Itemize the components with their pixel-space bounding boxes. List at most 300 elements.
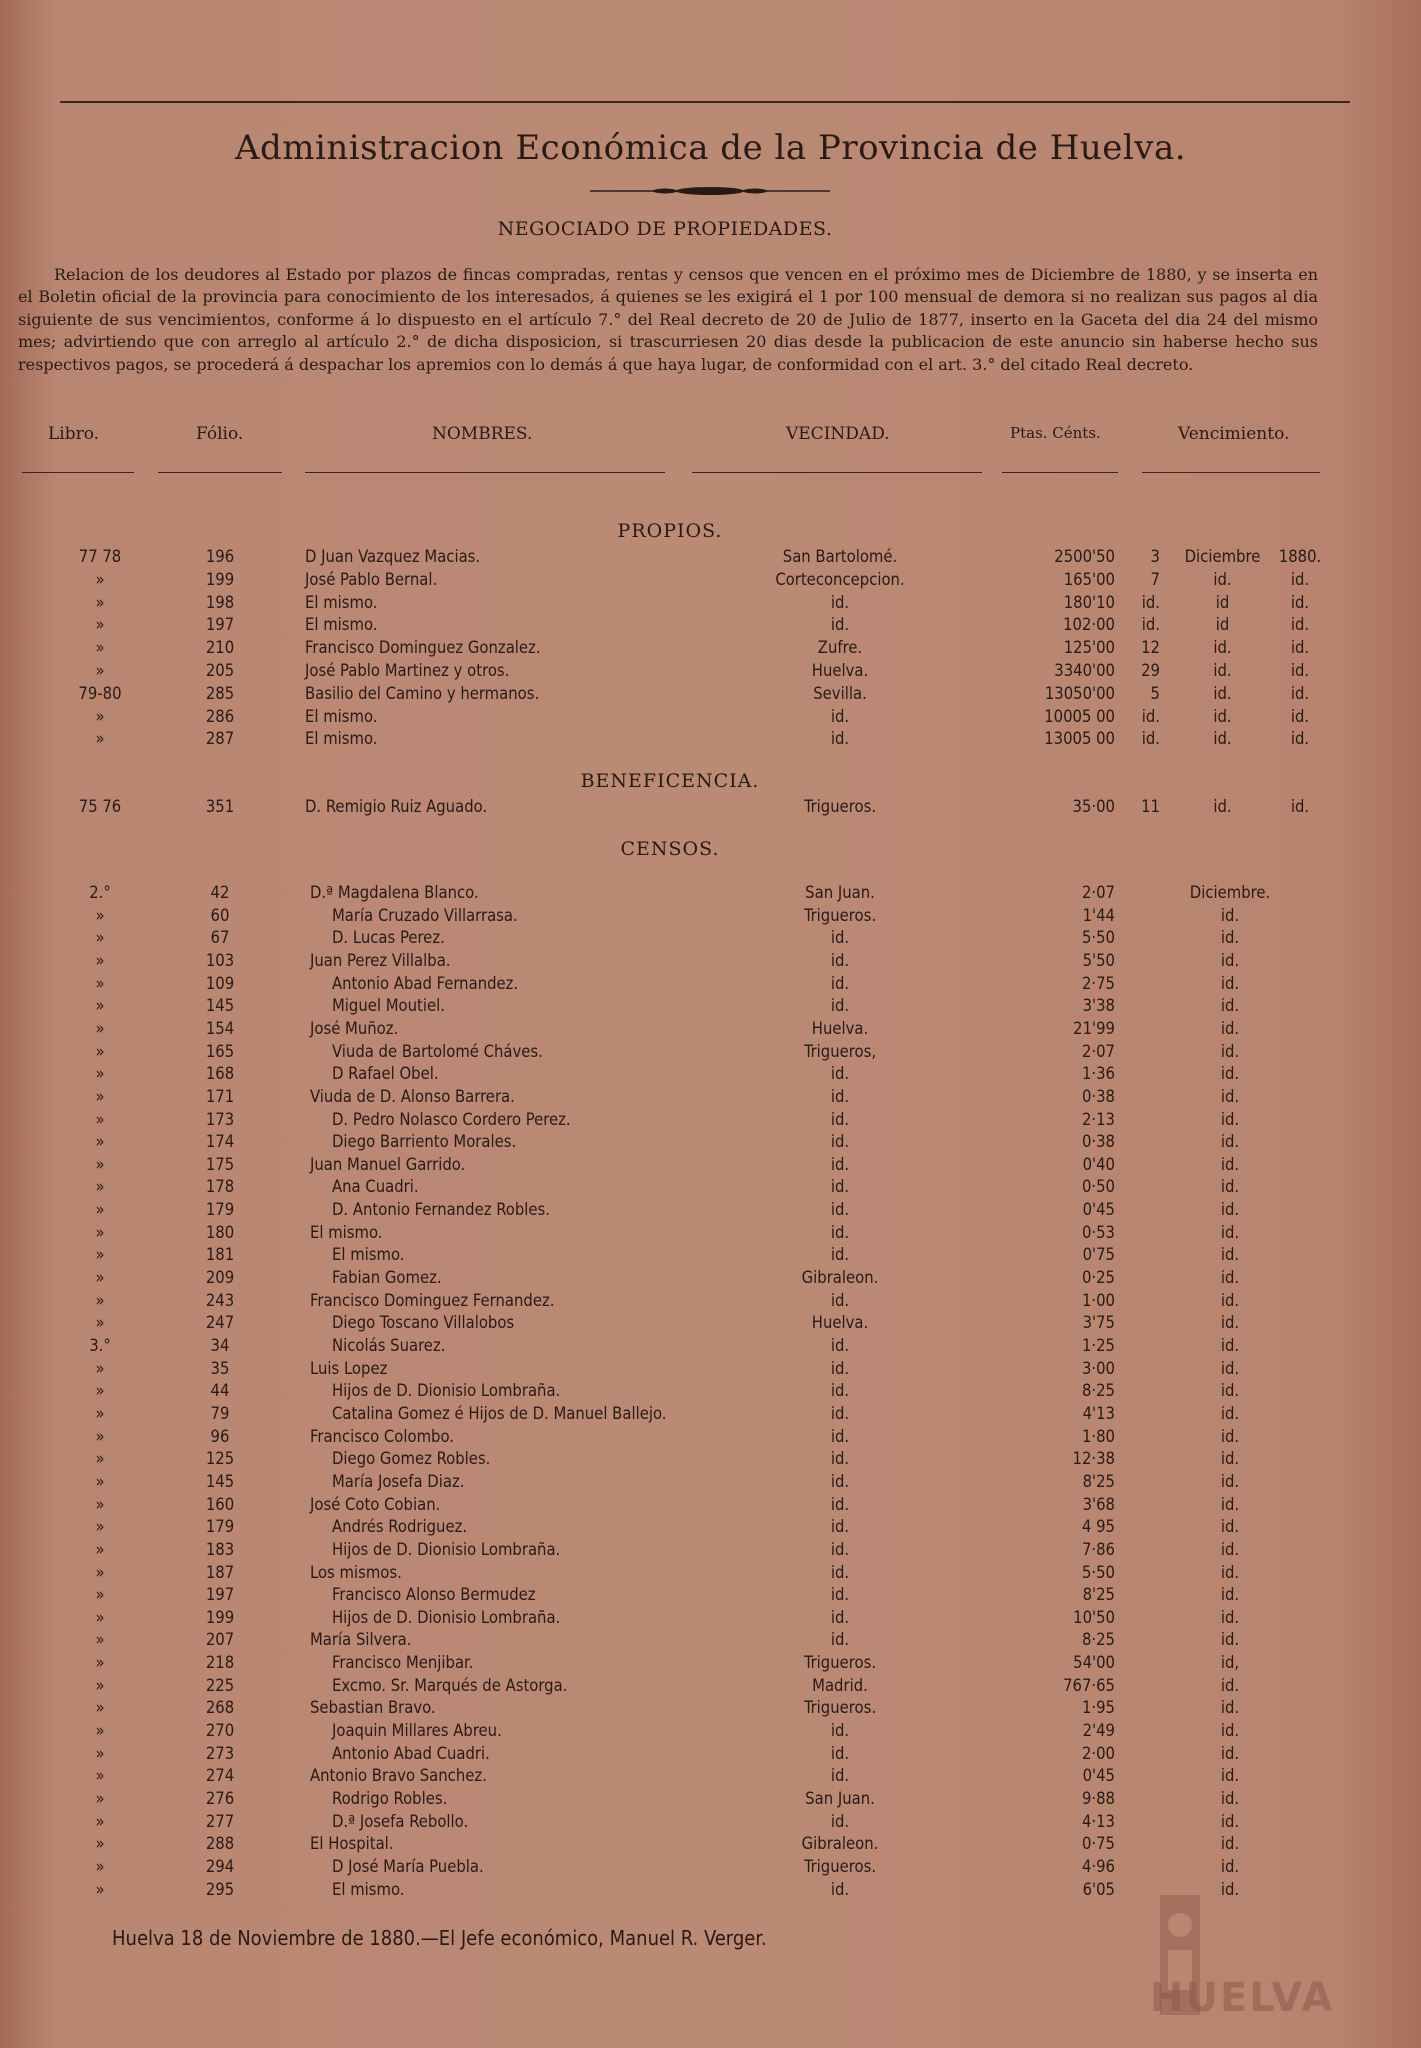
- cell-vencimiento: id.: [1220, 1245, 1240, 1265]
- table-row: [0, 927, 1421, 949]
- col-header-vencimiento: Vencimiento.: [1178, 424, 1290, 444]
- cell-libro: »: [95, 592, 105, 612]
- cell-importe: 0'45: [1082, 1766, 1115, 1786]
- cell-importe: 54'00: [1073, 1653, 1115, 1673]
- cell-vecindad: id.: [830, 1517, 850, 1537]
- cell-importe: 3'75: [1082, 1313, 1115, 1333]
- table-row: [0, 1312, 1421, 1334]
- cell-anio: id.: [1290, 615, 1310, 635]
- cell-folio: 178: [205, 1177, 235, 1197]
- table-row: [0, 1131, 1421, 1153]
- cell-libro: »: [95, 1698, 105, 1718]
- col-header-libro: Libro.: [48, 424, 100, 444]
- cell-folio: 268: [205, 1698, 235, 1718]
- cell-folio: 277: [205, 1811, 235, 1831]
- cell-vecindad: id.: [830, 1403, 850, 1423]
- table-row: [0, 1584, 1421, 1606]
- table-row: [0, 1494, 1421, 1516]
- cell-nombre: Basilio del Camino y hermanos.: [305, 683, 540, 703]
- cell-nombre: El mismo.: [332, 1245, 405, 1265]
- cell-nombre: Francisco Dominguez Fernandez.: [310, 1290, 555, 1310]
- cell-vecindad: Madrid.: [812, 1675, 868, 1695]
- cell-mes: Diciembre: [1184, 547, 1261, 566]
- cell-nombre: Juan Manuel Garrido.: [310, 1154, 466, 1174]
- cell-vecindad: id.: [830, 1245, 850, 1265]
- cell-nombre: Juan Perez Villalba.: [310, 950, 451, 970]
- cell-vecindad: Trigueros.: [803, 1698, 877, 1718]
- cell-vecindad: id.: [830, 1109, 850, 1129]
- cell-nombre: Antonio Abad Cuadri.: [332, 1743, 490, 1763]
- cell-libro: »: [95, 1177, 105, 1197]
- table-row: [0, 1833, 1421, 1855]
- cell-libro: »: [95, 1585, 105, 1605]
- cell-folio: 187: [205, 1562, 235, 1582]
- cell-importe: 5'50: [1082, 950, 1115, 970]
- table-row: [0, 1335, 1421, 1357]
- cell-vencimiento: id.: [1220, 1064, 1240, 1084]
- cell-folio: 196: [205, 547, 235, 566]
- cell-vecindad: id.: [830, 973, 850, 993]
- table-row: [0, 1109, 1421, 1131]
- cell-vecindad: id.: [830, 1585, 850, 1605]
- cell-vecindad: id.: [830, 1222, 850, 1242]
- cell-vencimiento: id.: [1220, 1268, 1240, 1288]
- cell-libro: »: [95, 1517, 105, 1537]
- cell-libro: »: [95, 1290, 105, 1310]
- cell-importe: 8·25: [1081, 1381, 1115, 1401]
- cell-importe: 4'13: [1082, 1403, 1115, 1423]
- cell-libro: 79-80: [78, 683, 122, 703]
- cell-folio: 179: [205, 1517, 235, 1537]
- cell-importe: 4·13: [1081, 1811, 1115, 1831]
- cell-nombre: Hijos de D. Dionisio Lombraña.: [332, 1539, 561, 1559]
- cell-nombre: Francisco Menjibar.: [332, 1653, 474, 1673]
- cell-folio: 243: [205, 1290, 235, 1310]
- cell-dia: id.: [1141, 706, 1160, 726]
- department-subtitle: NEGOCIADO DE PROPIEDADES.: [497, 218, 833, 240]
- cell-anio: id.: [1290, 661, 1310, 680]
- cell-nombre: María Silvera.: [310, 1630, 412, 1650]
- cell-vecindad: id.: [830, 1381, 850, 1401]
- cell-importe: 2500'50: [1054, 547, 1115, 566]
- cell-vecindad: id.: [830, 950, 850, 970]
- cell-dia: 12: [1141, 638, 1160, 658]
- cell-folio: 125: [205, 1449, 235, 1469]
- cell-folio: 60: [210, 905, 230, 925]
- table-row: [0, 1697, 1421, 1719]
- cell-vencimiento: id.: [1220, 1698, 1240, 1718]
- cell-mes: id.: [1213, 729, 1232, 749]
- cell-importe: 1·36: [1081, 1064, 1115, 1084]
- cell-libro: »: [95, 569, 105, 589]
- table-row: [0, 1471, 1421, 1493]
- cell-nombre: Viuda de D. Alonso Barrera.: [310, 1086, 515, 1106]
- section-propios: PROPIOS.: [617, 520, 723, 542]
- cell-nombre: Hijos de D. Dionisio Lombraña.: [332, 1607, 561, 1627]
- cell-folio: 288: [205, 1834, 235, 1854]
- cell-importe: 7·86: [1081, 1539, 1115, 1559]
- intro-paragraph: Relacion de los deudores al Estado por plazos de fincas compradas, rentas y censos que vencen en el próximo mes de Diciembre de 1880, y se inserta en el Boletin oficial de la provincia para conocimiento de los interesados, á quienes se les exigirá el 1 por 100 mensual de demora si no realizan sus pagos al dia siguiente de sus vencimientos, conforme á lo dispuesto en el artículo 7.° del Real decreto de 20 de Julio de 1877, inserto en la Gaceta del dia 24 del mismo mes; advirtiendo que con arreglo al artículo 2.° de dicha disposicion, si trascurriesen 20 dias desde la publicacion de este anuncio sin haberse hecho sus respectivos pagos, se procederá á despachar los apremios con lo demás á que haya lugar, de conformidad con el art. 3.° del citado Real decreto.: [18, 265, 1318, 374]
- table-row: [0, 1403, 1421, 1425]
- cell-folio: 145: [205, 996, 235, 1016]
- cell-importe: 21'99: [1073, 1018, 1115, 1038]
- cell-importe: 1·95: [1081, 1698, 1115, 1718]
- cell-vencimiento: id.: [1220, 1834, 1240, 1854]
- cell-importe: 2·00: [1081, 1743, 1115, 1763]
- cell-folio: 199: [205, 569, 235, 589]
- section-censos: CENSOS.: [620, 838, 720, 860]
- cell-dia: 3: [1150, 547, 1160, 566]
- cell-vecindad: id.: [830, 706, 850, 726]
- cell-vencimiento: id.: [1220, 905, 1240, 925]
- cell-folio: 103: [205, 950, 235, 970]
- cell-libro: »: [95, 1245, 105, 1265]
- cell-folio: 183: [205, 1539, 235, 1559]
- table-row: [0, 950, 1421, 972]
- cell-vecindad: id.: [830, 1132, 850, 1152]
- cell-dia: id.: [1141, 615, 1160, 635]
- cell-libro: »: [95, 1653, 105, 1673]
- cell-folio: 67: [210, 928, 230, 948]
- cell-libro: »: [95, 1834, 105, 1854]
- cell-folio: 197: [205, 615, 235, 635]
- cell-nombre: María Josefa Diaz.: [332, 1471, 465, 1491]
- cell-vecindad: id.: [830, 1766, 850, 1786]
- cell-nombre: Miguel Moutiel.: [332, 996, 445, 1016]
- cell-importe: 3'38: [1082, 996, 1115, 1016]
- cell-importe: 1'44: [1082, 905, 1115, 925]
- cell-libro: »: [95, 1358, 105, 1378]
- cell-folio: 274: [205, 1766, 235, 1786]
- table-row: [0, 973, 1421, 995]
- page-title: Administracion Económica de la Provincia de Huelva.: [234, 128, 1187, 168]
- cell-vencimiento: id.: [1220, 1494, 1240, 1514]
- cell-folio: 210: [205, 638, 235, 658]
- cell-importe: 0·25: [1081, 1268, 1115, 1288]
- cell-dia: 7: [1150, 569, 1160, 589]
- table-row: [0, 706, 1421, 728]
- cell-vencimiento: id.: [1220, 1177, 1240, 1197]
- cell-vecindad: id.: [830, 1471, 850, 1491]
- cell-vecindad: id.: [830, 1358, 850, 1378]
- cell-vencimiento: id.: [1220, 1811, 1240, 1831]
- cell-importe: 4 95: [1081, 1517, 1115, 1537]
- table-row: [0, 1720, 1421, 1742]
- cell-importe: 4·96: [1081, 1856, 1115, 1876]
- cell-folio: 287: [205, 729, 235, 749]
- cell-vecindad: id.: [830, 1721, 850, 1741]
- cell-vencimiento: id.: [1220, 1562, 1240, 1582]
- cell-vencimiento: id.: [1220, 1290, 1240, 1310]
- cell-vencimiento: id.: [1220, 1086, 1240, 1106]
- cell-importe: 5·50: [1081, 928, 1115, 948]
- cell-vecindad: Huelva.: [811, 1313, 869, 1333]
- cell-vecindad: San Bartolomé.: [782, 547, 898, 566]
- cell-vencimiento: id.: [1220, 1449, 1240, 1469]
- cell-libro: »: [95, 928, 105, 948]
- cell-folio: 79: [210, 1403, 230, 1423]
- cell-libro: »: [95, 1064, 105, 1084]
- cell-vencimiento: id.: [1220, 1585, 1240, 1605]
- header-rule: [305, 472, 665, 473]
- cell-vecindad: id.: [830, 1154, 850, 1174]
- cell-folio: 34: [210, 1336, 230, 1355]
- table-row: [0, 1199, 1421, 1221]
- cell-importe: 0'75: [1082, 1245, 1115, 1265]
- cell-libro: »: [95, 706, 105, 726]
- table-row: [0, 1675, 1421, 1697]
- col-header-vecindad: VECINDAD.: [786, 424, 890, 444]
- cell-nombre: Catalina Gomez é Hijos de D. Manuel Ballejo.: [332, 1403, 667, 1423]
- cell-importe: 165'00: [1063, 569, 1115, 589]
- cell-nombre: D Juan Vazquez Macias.: [305, 547, 481, 566]
- cell-libro: »: [95, 615, 105, 635]
- cell-importe: 8'25: [1082, 1471, 1115, 1491]
- cell-nombre: Fabian Gomez.: [332, 1268, 442, 1288]
- table-row: [0, 1652, 1421, 1674]
- table-row: [0, 1018, 1421, 1040]
- cell-vecindad: id.: [830, 1426, 850, 1446]
- cell-libro: »: [95, 1766, 105, 1786]
- table-row: [0, 1607, 1421, 1629]
- cell-vencimiento: id.: [1220, 1109, 1240, 1129]
- cell-mes: id: [1215, 615, 1230, 635]
- cell-libro: »: [95, 1494, 105, 1514]
- cell-libro: »: [95, 950, 105, 970]
- cell-libro: »: [95, 1403, 105, 1423]
- cell-folio: 173: [205, 1109, 235, 1129]
- table-row: [0, 660, 1421, 682]
- cell-vecindad: id.: [830, 1449, 850, 1469]
- cell-libro: 3.°: [89, 1336, 111, 1355]
- cell-importe: 13005 00: [1044, 729, 1115, 749]
- cell-nombre: Francisco Alonso Bermudez: [332, 1585, 536, 1605]
- cell-folio: 218: [205, 1653, 235, 1673]
- table-row: [0, 728, 1421, 750]
- cell-importe: 2·13: [1081, 1109, 1115, 1129]
- cell-vencimiento: id.: [1220, 1041, 1240, 1061]
- cell-vencimiento: id.: [1220, 973, 1240, 993]
- cell-vencimiento: id.: [1220, 1675, 1240, 1695]
- cell-folio: 207: [205, 1630, 235, 1650]
- cell-dia: id.: [1141, 592, 1160, 612]
- cell-libro: »: [95, 996, 105, 1016]
- cell-importe: 3'68: [1082, 1494, 1115, 1514]
- cell-importe: 6'05: [1082, 1879, 1115, 1899]
- cell-importe: 2·07: [1081, 883, 1115, 902]
- cell-importe: 2·07: [1081, 1041, 1115, 1061]
- cell-libro: »: [95, 1562, 105, 1582]
- cell-importe: 2'49: [1082, 1721, 1115, 1741]
- cell-vecindad: id.: [830, 729, 850, 749]
- cell-vencimiento: id.: [1220, 1721, 1240, 1741]
- cell-vecindad: id.: [830, 1879, 850, 1899]
- cell-vecindad: id.: [830, 1562, 850, 1582]
- cell-dia: 5: [1150, 683, 1160, 703]
- cell-folio: 109: [205, 973, 235, 993]
- cell-vencimiento: id.: [1220, 928, 1240, 948]
- cell-vecindad: id.: [830, 592, 850, 612]
- cell-folio: 171: [205, 1086, 235, 1106]
- cell-libro: »: [95, 729, 105, 749]
- cell-vencimiento: id.: [1220, 1154, 1240, 1174]
- cell-importe: 12·38: [1072, 1449, 1115, 1469]
- table-row: [0, 1426, 1421, 1448]
- table-row: [0, 1267, 1421, 1289]
- header-rule: [158, 472, 282, 473]
- cell-libro: »: [95, 973, 105, 993]
- cell-nombre: Antonio Bravo Sanchez.: [310, 1766, 487, 1786]
- cell-folio: 165: [205, 1041, 235, 1061]
- cell-libro: »: [95, 1607, 105, 1627]
- cell-folio: 44: [210, 1381, 230, 1401]
- cell-nombre: José Muñoz.: [310, 1018, 399, 1038]
- table-row: [0, 1041, 1421, 1063]
- cell-folio: 168: [205, 1064, 235, 1084]
- cell-libro: »: [95, 1789, 105, 1808]
- cell-importe: 5·50: [1081, 1562, 1115, 1582]
- table-row: [0, 569, 1421, 591]
- cell-vencimiento: id.: [1220, 1336, 1240, 1355]
- cell-importe: 10'50: [1073, 1607, 1115, 1627]
- cell-nombre: D. Remigio Ruiz Aguado.: [305, 797, 488, 816]
- cell-importe: 8'25: [1082, 1585, 1115, 1605]
- table-row: [0, 592, 1421, 614]
- cell-vencimiento: id.: [1220, 950, 1240, 970]
- table-row: [0, 1562, 1421, 1584]
- archive-watermark: HUELVA: [1150, 1975, 1335, 2021]
- cell-libro: »: [95, 1879, 105, 1899]
- cell-dia: id.: [1141, 729, 1160, 749]
- cell-nombre: El Hospital.: [310, 1834, 394, 1854]
- table-row: [0, 995, 1421, 1017]
- cell-mes: id.: [1213, 683, 1232, 703]
- cell-libro: »: [95, 1268, 105, 1288]
- cell-importe: 0·38: [1081, 1086, 1115, 1106]
- cell-folio: 276: [205, 1789, 235, 1808]
- cell-vecindad: Trigueros.: [803, 1653, 877, 1673]
- cell-vencimiento: id.: [1220, 1132, 1240, 1152]
- cell-folio: 351: [205, 797, 235, 816]
- cell-anio: id.: [1290, 592, 1310, 612]
- cell-importe: 35·00: [1072, 797, 1115, 816]
- cell-libro: »: [95, 1200, 105, 1220]
- cell-importe: 0·53: [1081, 1222, 1115, 1242]
- header-rule: [692, 472, 982, 473]
- cell-importe: 1·25: [1081, 1336, 1115, 1355]
- cell-nombre: José Pablo Martinez y otros.: [305, 661, 510, 680]
- table-row: [0, 905, 1421, 927]
- cell-libro: »: [95, 1132, 105, 1152]
- cell-folio: 198: [205, 592, 235, 612]
- cell-importe: 1·00: [1081, 1290, 1115, 1310]
- cell-vencimiento: id.: [1220, 1630, 1240, 1650]
- cell-folio: 179: [205, 1200, 235, 1220]
- cell-vencimiento: id.: [1220, 1539, 1240, 1559]
- cell-folio: 35: [210, 1358, 230, 1378]
- table-row: [0, 1154, 1421, 1176]
- cell-mes: id.: [1213, 797, 1232, 816]
- cell-nombre: Antonio Abad Fernandez.: [332, 973, 519, 993]
- cell-folio: 294: [205, 1856, 235, 1876]
- table-row: [0, 637, 1421, 659]
- cell-vencimiento: id.: [1220, 1313, 1240, 1333]
- cell-libro: »: [95, 1856, 105, 1876]
- cell-nombre: Rodrigo Robles.: [332, 1789, 448, 1808]
- cell-nombre: El mismo.: [305, 615, 378, 635]
- cell-nombre: El mismo.: [310, 1222, 383, 1242]
- cell-nombre: D Rafael Obel.: [332, 1064, 439, 1084]
- cell-vecindad: id.: [830, 1064, 850, 1084]
- cell-folio: 199: [205, 1607, 235, 1627]
- cell-vecindad: id.: [830, 615, 850, 635]
- cell-dia: 29: [1141, 661, 1160, 680]
- cell-vencimiento: id.: [1220, 1403, 1240, 1423]
- cell-vecindad: Corteconcepcion.: [775, 569, 905, 589]
- cell-vencimiento: id.: [1220, 1471, 1240, 1491]
- table-row: [0, 1086, 1421, 1108]
- cell-libro: »: [95, 905, 105, 925]
- table-row: [0, 1765, 1421, 1787]
- cell-folio: 96: [210, 1426, 230, 1446]
- table-row: [0, 1811, 1421, 1833]
- cell-nombre: El mismo.: [305, 706, 378, 726]
- cell-mes: id.: [1213, 638, 1232, 658]
- cell-libro: »: [95, 661, 105, 680]
- cell-vecindad: San Juan.: [805, 883, 875, 902]
- table-row: [0, 1629, 1421, 1651]
- cell-libro: »: [95, 1086, 105, 1106]
- cell-folio: 181: [205, 1245, 235, 1265]
- cell-vencimiento: id.: [1220, 1856, 1240, 1876]
- cell-vecindad: Gibraleon.: [801, 1268, 879, 1288]
- cell-vencimiento: id.: [1220, 1743, 1240, 1763]
- cell-importe: 3340'00: [1054, 661, 1115, 680]
- cell-folio: 160: [205, 1494, 235, 1514]
- cell-importe: 767·65: [1063, 1675, 1115, 1695]
- cell-nombre: D.ª Magdalena Blanco.: [310, 883, 479, 902]
- cell-libro: 2.°: [89, 883, 111, 902]
- cell-folio: 247: [205, 1313, 235, 1333]
- cell-vecindad: Huelva.: [811, 1018, 869, 1038]
- cell-folio: 286: [205, 706, 235, 726]
- cell-mes: id: [1215, 592, 1230, 612]
- cell-vencimiento: Diciembre.: [1189, 883, 1271, 902]
- cell-importe: 2·75: [1081, 973, 1115, 993]
- cell-importe: 9·88: [1081, 1789, 1115, 1808]
- cell-libro: »: [95, 1109, 105, 1129]
- table-row: [0, 1539, 1421, 1561]
- cell-folio: 225: [205, 1675, 235, 1695]
- table-row: [0, 1743, 1421, 1765]
- cell-libro: »: [95, 1539, 105, 1559]
- cell-libro: »: [95, 1041, 105, 1061]
- cell-libro: »: [95, 1811, 105, 1831]
- cell-libro: »: [95, 1743, 105, 1763]
- cell-vencimiento: id.: [1220, 1607, 1240, 1627]
- table-row: [0, 1244, 1421, 1266]
- cell-importe: 125'00: [1063, 638, 1115, 658]
- col-header-folio: Fólio.: [196, 424, 244, 444]
- cell-importe: 13050'00: [1044, 683, 1115, 703]
- cell-folio: 42: [210, 883, 230, 902]
- cell-vecindad: id.: [830, 928, 850, 948]
- table-row: [0, 1788, 1421, 1810]
- table-row: [0, 1290, 1421, 1312]
- cell-folio: 205: [205, 661, 235, 680]
- cell-vencimiento: id.: [1220, 1381, 1240, 1401]
- table-row: [0, 1856, 1421, 1878]
